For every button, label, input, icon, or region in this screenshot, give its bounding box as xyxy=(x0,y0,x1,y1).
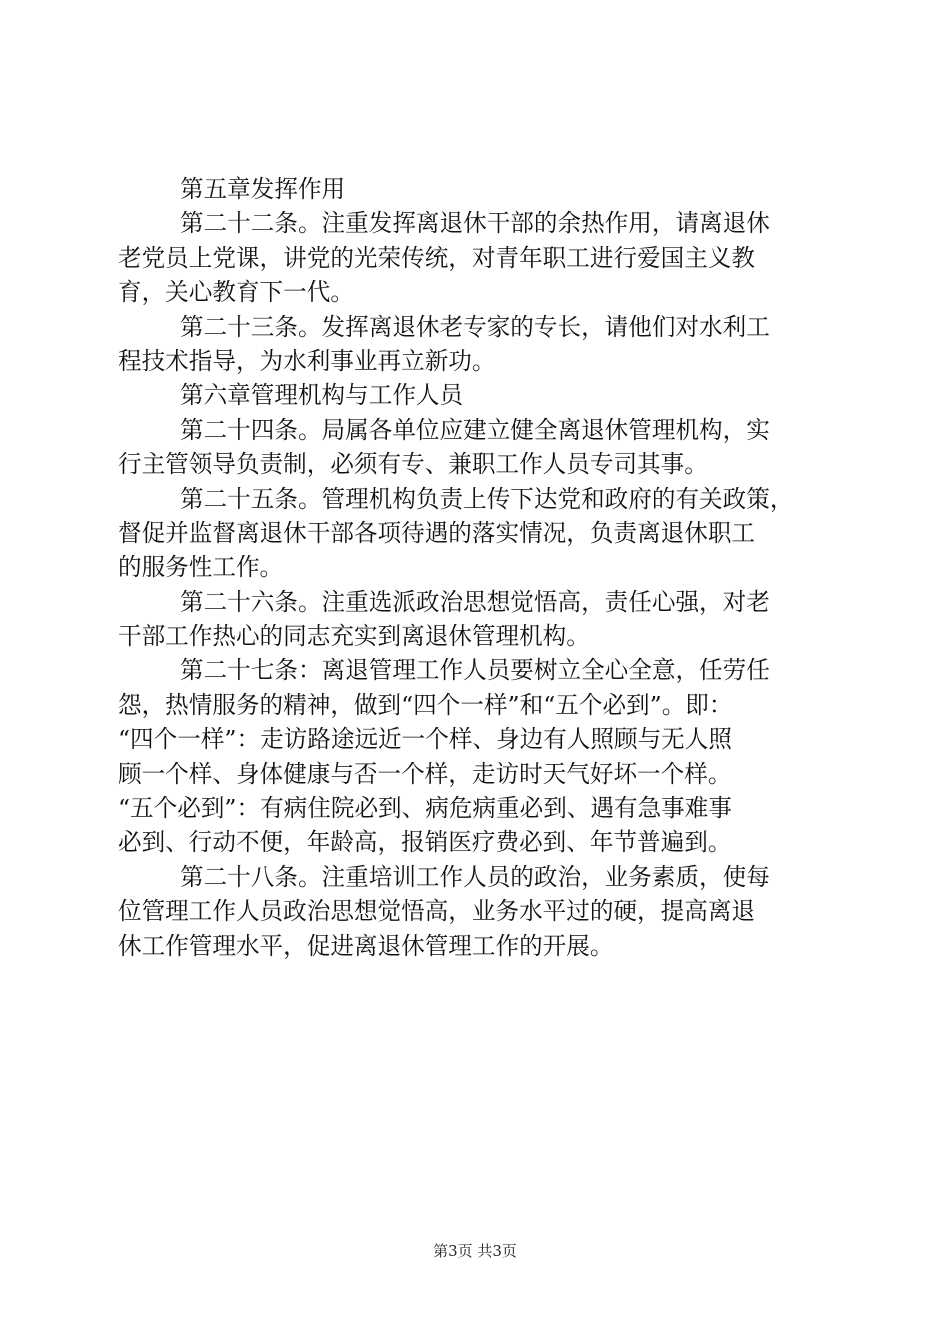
article-22-line-1: 第二十二条。注重发挥离退休干部的余热作用，请离退休 xyxy=(180,209,770,238)
article-27-line-2: 怨，热情服务的精神，做到“四个一样”和“五个必到”。即： xyxy=(118,690,733,719)
article-26-line-1: 第二十六条。注重选派政治思想觉悟高，责任心强，对老 xyxy=(180,587,770,616)
article-28-line-2: 位管理工作人员政治思想觉悟高，业务水平过的硬，提高离退 xyxy=(118,897,756,926)
article-24-line-1: 第二十四条。局属各单位应建立健全离退休管理机构，实 xyxy=(180,415,770,444)
article-27-line-6: 必到、行动不便，年龄高，报销医疗费必到、年节普遍到。 xyxy=(118,828,732,857)
document-body xyxy=(118,172,842,963)
article-27-line-3: “四个一样”：走访路途远近一个样、身边有人照顾与无人照 xyxy=(118,725,732,754)
article-25-line-2: 督促并监督离退休干部各项待遇的落实情况，负责离退休职工 xyxy=(118,518,756,547)
article-22-line-2: 老党员上党课，讲党的光荣传统，对青年职工进行爱国主义教 xyxy=(118,243,756,272)
chapter-heading-5: 第五章发挥作用 xyxy=(180,175,346,203)
article-24-line-2: 行主管领导负责制，必须有专、兼职工作人员专司其事。 xyxy=(118,450,708,479)
article-28-line-3: 休工作管理水平，促进离退休管理工作的开展。 xyxy=(118,931,614,960)
article-25-line-1: 第二十五条。管理机构负责上传下达党和政府的有关政策， xyxy=(180,484,794,513)
article-27-line-1: 第二十七条：离退管理工作人员要树立全心全意，任劳任 xyxy=(180,656,770,685)
article-25-line-3: 的服务性工作。 xyxy=(118,553,284,582)
article-26-line-2: 干部工作热心的同志充实到离退休管理机构。 xyxy=(118,622,590,651)
article-23-line-1: 第二十三条。发挥离退休老专家的专长，请他们对水利工 xyxy=(180,312,770,341)
page-number-footer: 第3页 共3页 xyxy=(433,1242,517,1260)
article-27-line-4: 顾一个样、身体健康与否一个样，走访时天气好坏一个样。 xyxy=(118,759,732,788)
article-27-line-5: “五个必到”：有病住院必到、病危病重必到、遇有急事难事 xyxy=(118,794,732,823)
chapter-heading-6: 第六章管理机构与工作人员 xyxy=(180,381,464,410)
article-23-line-2: 程技术指导，为水利事业再立新功。 xyxy=(118,346,496,375)
article-22-line-3: 育，关心教育下一代。 xyxy=(118,278,354,307)
article-28-line-1: 第二十八条。注重培训工作人员的政治，业务素质，使每 xyxy=(180,862,770,891)
